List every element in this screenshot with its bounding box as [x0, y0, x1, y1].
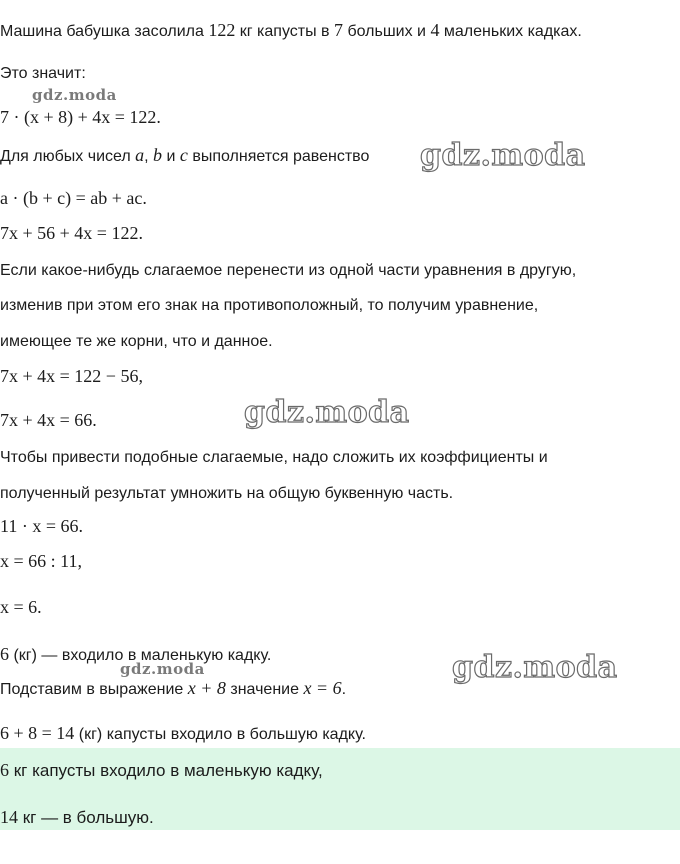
watermark: gdz.moda: [120, 660, 205, 678]
equation: x = 66 : 11,: [0, 551, 82, 571]
answer-line: 14 кг — в большую.: [0, 807, 154, 827]
equation: 11 · x = 66.: [0, 516, 83, 536]
text-line: 6 + 8 = 14 (кг) капусты входило в большую кадку.: [0, 723, 366, 743]
problem-statement: Машина бабушка засолила 122 кг капусты в 7 больших и 4 маленьких кадках.: [0, 20, 582, 40]
watermark: gdz.moda: [420, 138, 586, 173]
equation: 7x + 4x = 66.: [0, 410, 97, 430]
equation: 7 · (x + 8) + 4x = 122.: [0, 107, 161, 127]
text-line: Для любых чисел a, b и c выполняется равенство: [0, 145, 370, 165]
equation: a · (b + c) = ab + ac.: [0, 188, 147, 208]
watermark: gdz.moda: [32, 86, 117, 104]
answer-line: 6 кг капусты входило в маленькую кадку,: [0, 760, 323, 780]
text-line: 6 (кг) — входило в маленькую кадку.: [0, 644, 272, 664]
watermark: gdz.moda: [452, 650, 618, 685]
equation: x = 6.: [0, 597, 42, 617]
text-line: Это значит:: [0, 65, 86, 82]
text-line: Подставим в выражение x + 8 значение x = 6.: [0, 678, 347, 698]
equation: 7x + 56 + 4x = 122.: [0, 223, 143, 243]
watermark: gdz.moda: [244, 395, 410, 430]
text-line: имеющее те же корни, что и данное.: [0, 333, 273, 350]
text-line: полученный результат умножить на общую буквенную часть.: [0, 485, 454, 502]
text-line: Если какое-нибудь слагаемое перенести из одной части уравнения в другую,: [0, 262, 577, 279]
text-line: Чтобы привести подобные слагаемые, надо сложить их коэффициенты и: [0, 449, 548, 466]
text-line: изменив при этом его знак на противоположный, то получим уравнение,: [0, 297, 539, 314]
equation: 7x + 4x = 122 − 56,: [0, 366, 143, 386]
